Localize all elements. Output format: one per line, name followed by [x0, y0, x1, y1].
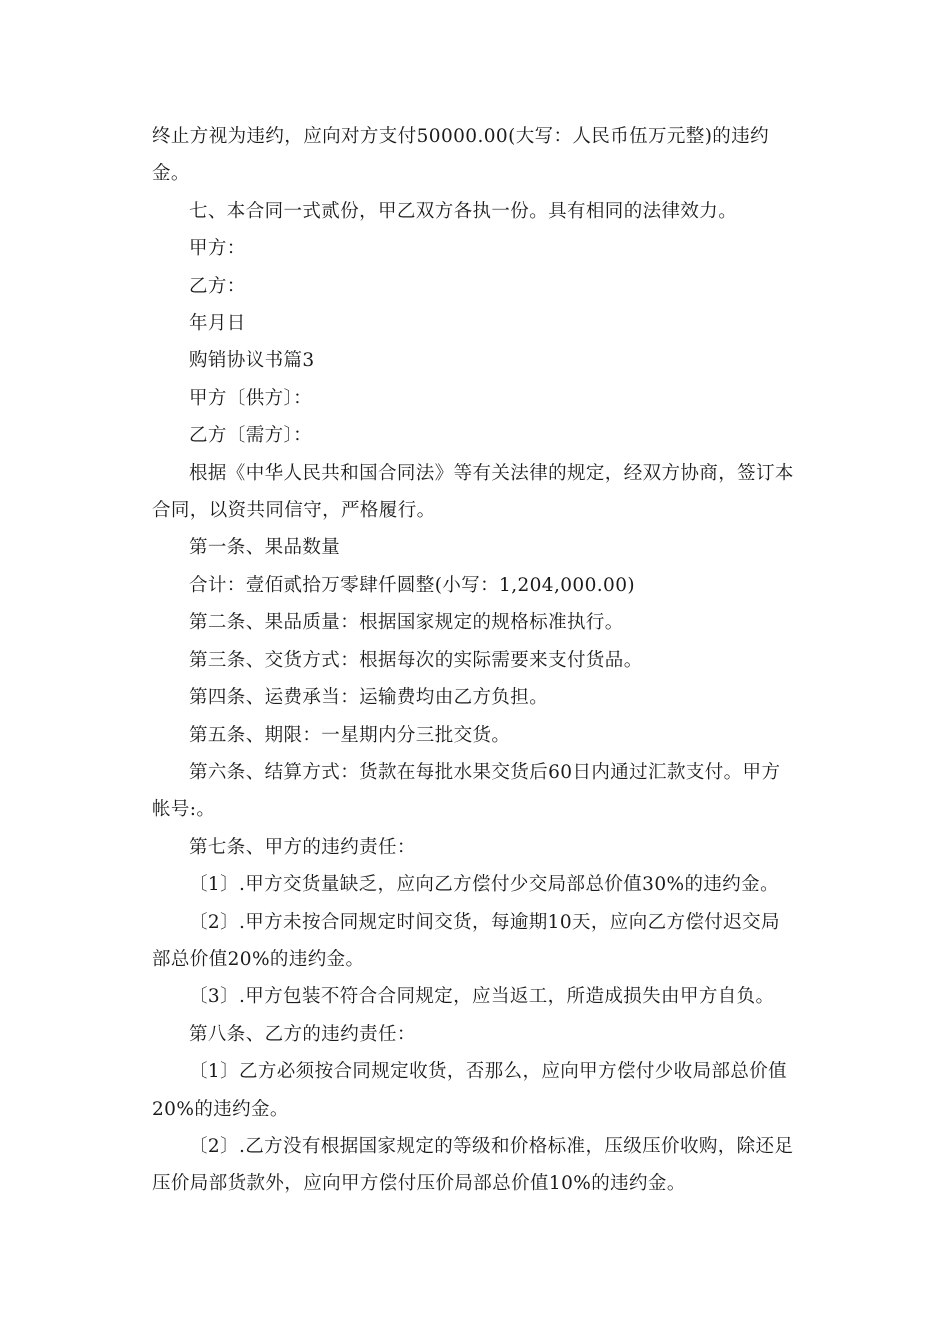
signature-date: 年月日: [189, 313, 246, 335]
clause: 第二条、果品质量：根据国家规定的规格标准执行。: [189, 612, 624, 634]
clause-heading: 第八条、乙方的违约责任：: [189, 1023, 416, 1045]
list-item: 〔2〕.乙方没有根据国家规定的等级和价格标准，压级压价收购，除还足压价局部货款外，应向甲方偿付压价局部总价值10%的违约金。: [152, 1135, 794, 1195]
paragraph: 合计：壹佰贰拾万零肆仟圆整(小写：1,204,000.00): [189, 574, 636, 596]
clause: 第六条、结算方式：货款在每批水果交货后60日内通过汇款支付。甲方帐号:。: [152, 761, 781, 821]
party-a-supplier: 甲方〔供方〕：: [189, 387, 313, 409]
clause-heading: 第一条、果品数量: [189, 537, 341, 559]
document-body: [152, 118, 794, 1203]
section-title: 购销协议书篇3: [189, 350, 315, 372]
paragraph: 根据《中华人民共和国合同法》等有关法律的规定，经双方协商，签订本合同，以资共同信守，严格履行。: [152, 462, 794, 522]
paragraph: 终止方视为违约，应向对方支付50000.00(大写：人民币伍万元整)的违约金。: [152, 126, 770, 185]
clause: 第五条、期限：一星期内分三批交货。: [189, 724, 511, 746]
list-item: 〔1〕.甲方交货量缺乏，应向乙方偿付少交局部总价值30%的违约金。: [189, 874, 779, 896]
clause: 第四条、运费承当：运输费均由乙方负担。: [189, 687, 549, 709]
clause: 第三条、交货方式：根据每次的实际需要来支付货品。: [189, 649, 643, 671]
signature-party-b: 乙方：: [189, 275, 246, 297]
party-b-buyer: 乙方〔需方〕：: [189, 425, 313, 447]
list-item: 〔1〕乙方必须按合同规定收货，否那么，应向甲方偿付少收局部总价值20%的违约金。: [152, 1061, 788, 1120]
signature-party-a: 甲方：: [189, 238, 246, 260]
paragraph: 七、本合同一式贰份，甲乙双方各执一份。具有相同的法律效力。: [189, 200, 738, 222]
clause-heading: 第七条、甲方的违约责任：: [189, 836, 416, 858]
list-item: 〔3〕.甲方包装不符合合同规定，应当返工，所造成损失由甲方自负。: [189, 986, 775, 1008]
list-item: 〔2〕.甲方未按合同规定时间交货，每逾期10天，应向乙方偿付迟交局部总价值20%的违约金。: [152, 911, 780, 970]
